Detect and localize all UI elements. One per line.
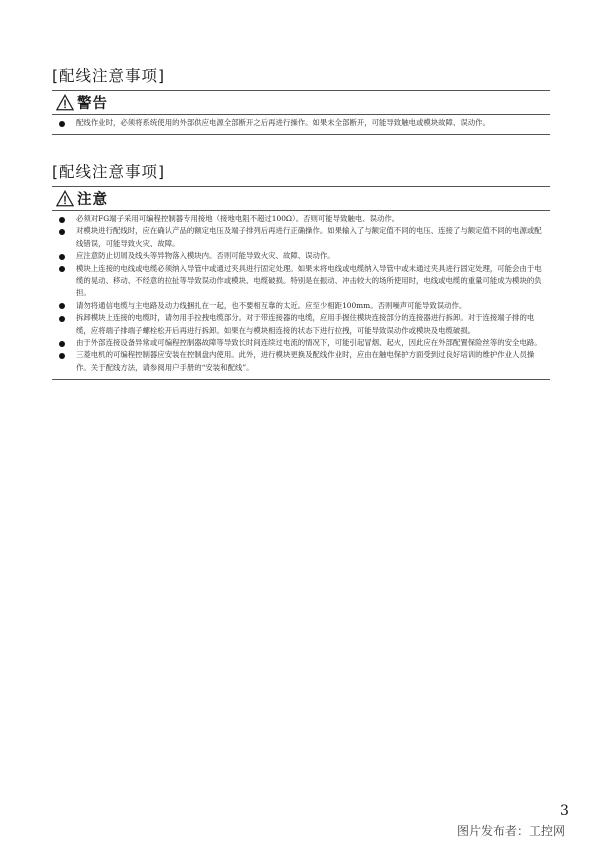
list-item: [56, 337, 546, 349]
warning-label: 警告: [77, 96, 108, 112]
list-item-text: 请勿将通信电缆与主电路及动力线捆扎在一起，也不要相互靠的太近。应至少相距100mm。否则噪声可能导致误动作。: [76, 300, 467, 310]
caution-section-title: [配线注意事项]: [52, 163, 166, 181]
bullet-dot: [59, 303, 65, 309]
list-item-text: 模块上连接的电线或电缆必须纳入导管中或通过夹具进行固定处理。如果未将电线或电缆纳入导管中或未通过夹具进行固定处理，可能会由于电缆的晃动、移动、不经意的拉扯等导致误动作或模块、电缆破损。特别是在振动、冲击较大的场所使用时，电线或电缆的重量可能成为模块的负担。: [76, 263, 542, 298]
list-item: [56, 117, 546, 129]
bullet-dot: [59, 229, 65, 235]
list-item-text: 对模块进行配线时，应在确认产品的额定电压及端子排列后再进行正确操作。如果输入了与额定值不同的电压、连接了与额定值不同的电源或配线错误，可能导致火灾、故障。: [76, 226, 542, 248]
list-item-text: 应注意防止切屑及线头等异物落入模块内。否则可能导致火灾、故障、误动作。: [76, 251, 335, 261]
caution-box: [52, 186, 550, 380]
image-credit: 图片发布者：工控网: [457, 824, 566, 838]
list-item: [56, 225, 546, 250]
list-item: [56, 312, 546, 337]
list-item-text: 拆卸模块上连接的电缆时，请勿用手拉拽电缆部分。对于带连接器的电缆，应用手握住模块连接部分的连接器进行拆卸。对于连接端子排的电缆，应将端子排端子螺栓松开后再进行拆卸。如果在与模块相连接的状态下进行拉拽，可能导致误动作或模块及电缆破损。: [76, 313, 535, 335]
bullet-dot: [59, 217, 65, 223]
list-item: [56, 300, 546, 312]
list-item-text: 必须对FG端子采用可编程控制器专用接地（接地电阻不超过100Ω）。否则可能导致触电、误动作。: [76, 214, 400, 223]
caution-box-header: [52, 187, 550, 211]
list-item: [56, 213, 546, 225]
bullet-dot: [59, 121, 65, 127]
bullet-dot: [59, 266, 65, 272]
warning-triangle-icon: [56, 94, 74, 111]
bullet-dot: [59, 254, 65, 260]
bullet-dot: [59, 341, 65, 347]
warning-box-header: [52, 91, 550, 115]
caution-list: [52, 211, 550, 379]
list-item: [56, 349, 546, 374]
bullet-dot: [59, 316, 65, 322]
caution-label: 注意: [77, 192, 108, 208]
list-item-text: 三菱电机的可编程控制器应安装在控制盘内使用。此外，进行模块更换及配线作业时，应由在触电保护方面受到过良好培训的维护作业人员操作。关于配线方法，请参阅用户手册的“安装和配线”。: [76, 350, 535, 372]
warning-box: [52, 90, 550, 135]
bullet-dot: [59, 353, 65, 359]
page-number: 3: [560, 803, 569, 819]
list-item-text: 由于外部连接设备异常或可编程控制器故障等导致长时间连续过电流的情况下，可能引起冒烟、起火，因此应在外部配置保险丝等的安全电路。: [76, 338, 542, 348]
warning-list: [52, 115, 550, 134]
list-item: [56, 250, 546, 262]
warning-triangle-icon: [56, 190, 74, 207]
warning-section-title: [配线注意事项]: [52, 67, 166, 85]
list-item: [56, 263, 546, 300]
list-item-text: 配线作业时，必须将系统使用的外部供应电源全部断开之后再进行操作。如果未全部断开，可能导致触电或模块故障、误动作。: [76, 118, 490, 127]
